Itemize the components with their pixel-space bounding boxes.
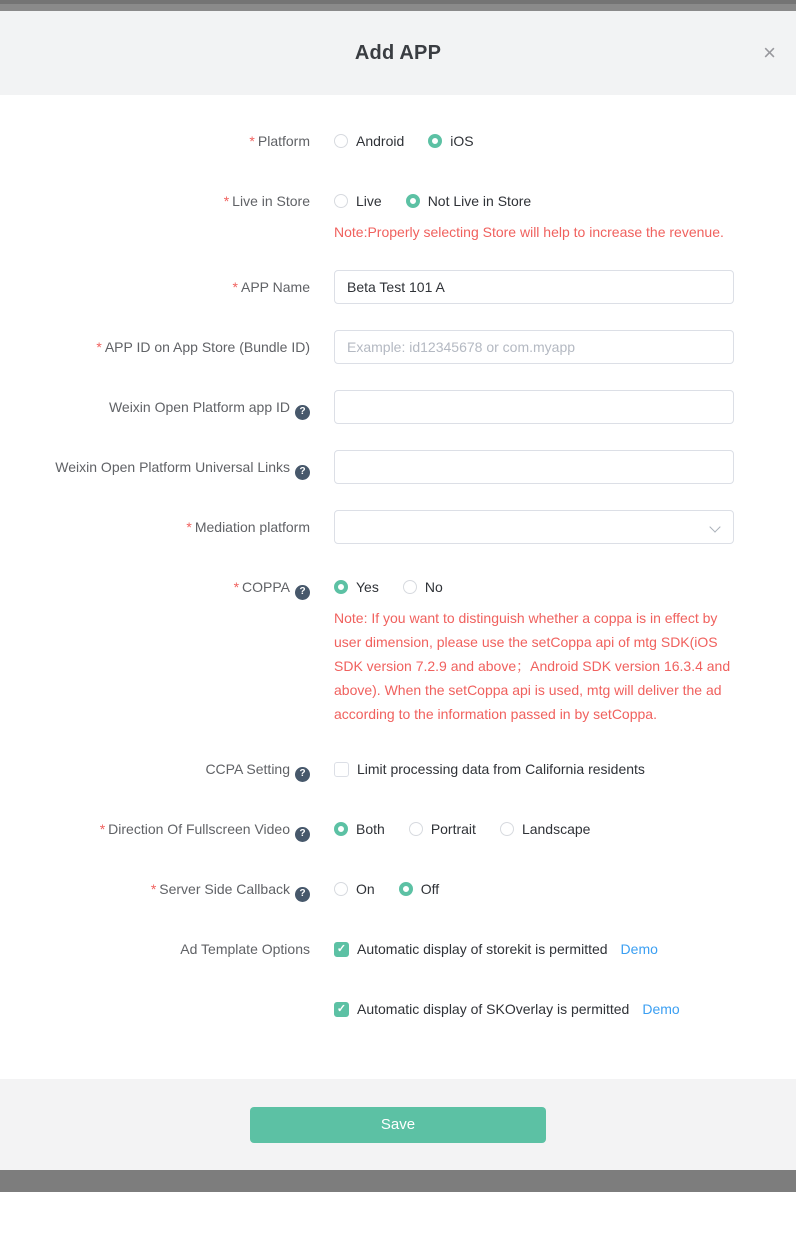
- radio-label: On: [356, 881, 375, 897]
- required-marker: *: [223, 193, 230, 209]
- radio-icon: [409, 822, 423, 836]
- radio-callback-off[interactable]: [399, 881, 439, 897]
- radio-label: Portrait: [430, 821, 476, 837]
- help-icon[interactable]: ?: [295, 887, 310, 902]
- modal-header: [0, 11, 796, 95]
- checkbox-label: Automatic display of storekit is permitted: [357, 941, 608, 957]
- form-row-app-id: [0, 330, 796, 364]
- platform-label-text: Platform: [257, 133, 310, 149]
- skoverlay-checkbox[interactable]: [334, 1001, 629, 1017]
- background-bottom-strip: [0, 1170, 796, 1192]
- server-callback-label: [0, 872, 310, 906]
- radio-label: Not Live in Store: [427, 193, 532, 209]
- modal-title: Add APP: [354, 41, 442, 64]
- modal-footer: [0, 1079, 796, 1170]
- checkbox-icon: [334, 762, 349, 777]
- radio-live[interactable]: [334, 193, 382, 209]
- live-in-store-label: [0, 184, 310, 244]
- radio-checked-icon: [334, 580, 348, 594]
- radio-coppa-yes[interactable]: [334, 579, 379, 595]
- form-row-server-callback: [0, 872, 796, 906]
- radio-icon: [334, 882, 348, 896]
- app-name-label: [0, 270, 310, 304]
- form-row-ad-template: [0, 932, 796, 1026]
- radio-label: No: [424, 579, 443, 595]
- radio-label: Landscape: [521, 821, 591, 837]
- radio-icon: [403, 580, 417, 594]
- required-marker: *: [232, 279, 238, 295]
- weixin-universal-links-input[interactable]: [334, 450, 734, 484]
- help-icon[interactable]: ?: [295, 767, 310, 782]
- platform-label: [0, 124, 310, 158]
- radio-icon: [500, 822, 514, 836]
- app-id-input[interactable]: [334, 330, 734, 364]
- help-icon[interactable]: ?: [295, 827, 310, 842]
- modal-body: [0, 95, 796, 1079]
- direction-label: [0, 812, 310, 846]
- weixin-universal-links-label-text: Weixin Open Platform Universal Links: [55, 459, 290, 475]
- live-in-store-note: Note:Properly selecting Store will help to increase the revenue.: [334, 224, 724, 240]
- live-in-store-label-text: Live in Store: [232, 193, 310, 209]
- radio-callback-on[interactable]: [334, 881, 375, 897]
- required-marker: *: [150, 881, 157, 897]
- checkbox-checked-icon: [334, 1002, 349, 1017]
- form-row-live-in-store: [0, 184, 796, 244]
- coppa-label-text: COPPA: [242, 579, 290, 595]
- checkbox-label: Limit processing data from California residents: [357, 761, 645, 777]
- form-row-weixin-universal-links: [0, 450, 796, 484]
- app-id-label: [0, 330, 310, 364]
- save-button[interactable]: Save: [250, 1107, 546, 1143]
- direction-label-text: Direction Of Fullscreen Video: [108, 821, 290, 837]
- radio-platform-android[interactable]: [334, 133, 404, 149]
- form-row-direction: [0, 812, 796, 846]
- form-row-app-name: [0, 270, 796, 304]
- ccpa-label: [0, 752, 310, 786]
- form-row-platform: [0, 124, 796, 158]
- weixin-app-id-label: [0, 390, 310, 424]
- help-icon[interactable]: ?: [295, 465, 310, 480]
- radio-icon: [334, 134, 348, 148]
- radio-direction-landscape[interactable]: [500, 821, 591, 837]
- required-marker: *: [233, 579, 240, 595]
- ccpa-label-text: CCPA Setting: [205, 761, 290, 777]
- background-top-strip: [0, 0, 796, 11]
- required-marker: *: [99, 821, 106, 837]
- help-icon[interactable]: ?: [295, 405, 310, 420]
- required-marker: *: [249, 133, 255, 149]
- radio-label: Yes: [356, 579, 379, 595]
- form-row-coppa: [0, 570, 796, 726]
- app-name-label-text: APP Name: [241, 279, 310, 295]
- radio-checked-icon: [399, 882, 413, 896]
- radio-checked-icon: [406, 194, 420, 208]
- chevron-down-icon: [709, 521, 720, 532]
- ad-template-label: [0, 932, 310, 1026]
- radio-direction-portrait[interactable]: [409, 821, 476, 837]
- radio-label: Android: [356, 133, 405, 149]
- radio-checked-icon: [428, 134, 442, 148]
- radio-label: iOS: [450, 133, 474, 149]
- form-row-ccpa: [0, 752, 796, 786]
- ccpa-checkbox[interactable]: [334, 761, 645, 777]
- radio-direction-both[interactable]: [334, 821, 385, 837]
- storekit-checkbox[interactable]: [334, 941, 608, 957]
- storekit-demo-link[interactable]: Demo: [620, 941, 658, 957]
- radio-platform-ios[interactable]: [428, 133, 473, 149]
- checkbox-label: Automatic display of SKOverlay is permitted: [357, 1001, 630, 1017]
- checkbox-checked-icon: [334, 942, 349, 957]
- ad-template-label-text: Ad Template Options: [180, 941, 310, 957]
- close-icon[interactable]: ×: [759, 38, 780, 68]
- server-callback-label-text: Server Side Callback: [159, 881, 290, 897]
- weixin-universal-links-label: [0, 450, 310, 484]
- mediation-platform-select[interactable]: [334, 510, 734, 544]
- coppa-label: [0, 570, 310, 726]
- check-icon: ✓: [336, 942, 347, 955]
- skoverlay-demo-link[interactable]: Demo: [642, 1001, 680, 1017]
- coppa-note: Note: If you want to distinguish whether a coppa is in effect by user dimension, please use the setCoppa api of mtg SDK(iOS SDK version 7.2.9 and above；Android SDK version 16.3.4 and above). When the setCoppa api is used, mtg will deliver the ad according to the information passed in by setCoppa.: [334, 610, 731, 722]
- radio-label: Both: [356, 821, 385, 837]
- radio-checked-icon: [334, 822, 348, 836]
- radio-icon: [334, 194, 348, 208]
- help-icon[interactable]: ?: [295, 585, 310, 600]
- weixin-app-id-input[interactable]: [334, 390, 734, 424]
- radio-label: Off: [420, 881, 440, 897]
- mediation-platform-label: [0, 510, 310, 544]
- radio-coppa-no[interactable]: [403, 579, 443, 595]
- radio-label: Live: [356, 193, 382, 209]
- app-id-label-text: APP ID on App Store (Bundle ID): [104, 339, 310, 355]
- radio-not-live-in-store[interactable]: [406, 193, 532, 209]
- check-icon: ✓: [336, 1002, 347, 1015]
- app-name-input[interactable]: [334, 270, 734, 304]
- form-row-weixin-app-id: [0, 390, 796, 424]
- required-marker: *: [186, 519, 192, 535]
- weixin-app-id-label-text: Weixin Open Platform app ID: [108, 399, 290, 415]
- form-row-mediation-platform: [0, 510, 796, 544]
- mediation-platform-label-text: Mediation platform: [194, 519, 310, 535]
- required-marker: *: [96, 339, 102, 355]
